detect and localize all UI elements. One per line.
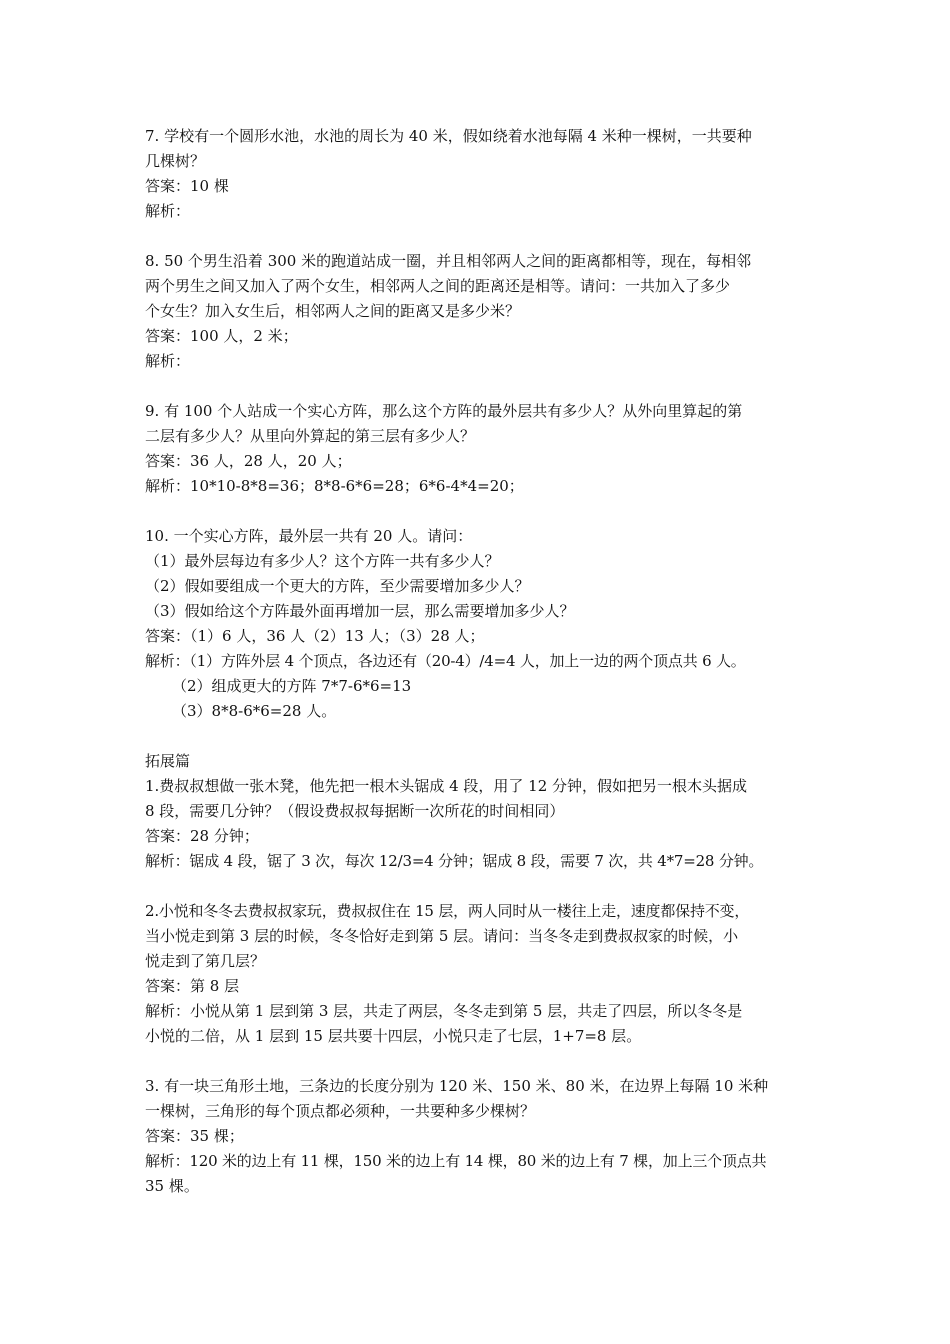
analysis-text: 解析： xyxy=(145,202,191,220)
section-title: 拓展篇 xyxy=(145,752,191,770)
question-text: 几棵树？ xyxy=(145,152,206,170)
spacer xyxy=(145,499,810,524)
analysis-text: 35 棵。 xyxy=(145,1177,199,1195)
analysis-text: 解析： xyxy=(145,352,191,370)
answer-text: 答案：36 人，28 人，20 人； xyxy=(145,452,352,470)
spacer xyxy=(145,374,810,399)
analysis-text: 解析：（1）方阵外层 4 个顶点，各边还有（20-4）/4=4 人，加上一边的两个顶点共 6 人。 xyxy=(145,652,746,670)
question-text: 10. 一个实心方阵，最外层一共有 20 人。请问： xyxy=(145,527,473,545)
question-text: 一棵树，三角形的每个顶点都必须种，一共要种多少棵树？ xyxy=(145,1102,536,1120)
sub-question-1: （1）最外层每边有多少人？这个方阵一共有多少人？ xyxy=(145,552,500,570)
question-8 xyxy=(145,249,810,374)
question-text: 9. 有 100 个人站成一个实心方阵，那么这个方阵的最外层共有多少人？从外向里算起的第 xyxy=(145,402,743,420)
question-text: 7. 学校有一个圆形水池，水池的周长为 40 米，假如绕着水池每隔 4 米种一棵树，一共要种 xyxy=(145,127,752,145)
question-text: 个女生？加入女生后，相邻两人之间的距离又是多少米？ xyxy=(145,302,521,320)
question-7 xyxy=(145,124,810,224)
question-text: 8 段，需要几分钟？（假设费叔叔每据断一次所花的时间相同） xyxy=(145,802,565,820)
analysis-text: 解析：10*10-8*8=36；8*8-6*6=28；6*6-4*4=20； xyxy=(145,477,524,495)
answer-text: 答案：35 棵； xyxy=(145,1127,244,1145)
extension-question-2 xyxy=(145,899,810,1049)
spacer xyxy=(145,874,810,899)
question-text: 2.小悦和冬冬去费叔叔家玩，费叔叔住在 15 层，两人同时从一楼往上走，速度都保持不变， xyxy=(145,902,750,920)
analysis-text: 解析：小悦从第 1 层到第 3 层，共走了两层，冬冬走到第 5 层，共走了四层，所以冬冬是 xyxy=(145,1002,743,1020)
analysis-text: （3）8*8-6*6=28 人。 xyxy=(172,702,337,720)
question-9 xyxy=(145,399,810,499)
document-body xyxy=(145,124,810,1199)
answer-text: 答案：第 8 层 xyxy=(145,977,240,995)
question-text: 二层有多少人？从里向外算起的第三层有多少人？ xyxy=(145,427,476,445)
sub-question-3: （3）假如给这个方阵最外面再增加一层，那么需要增加多少人？ xyxy=(145,602,575,620)
question-text: 8. 50 个男生沿着 300 米的跑道站成一圈，并且相邻两人之间的距离都相等，现在，每相邻 xyxy=(145,252,752,270)
question-text: 1.费叔叔想做一张木凳，他先把一根木头锯成 4 段，用了 12 分钟，假如把另一根木头据成 xyxy=(145,777,748,795)
analysis-text: 解析：锯成 4 段，锯了 3 次，每次 12/3=4 分钟；锯成 8 段，需要 7 次，共 4*7=28 分钟。 xyxy=(145,852,764,870)
spacer xyxy=(145,1049,810,1074)
spacer xyxy=(145,724,810,749)
answer-text: 答案：（1）6 人，36 人（2）13 人；（3）28 人； xyxy=(145,627,485,645)
question-text: 当小悦走到第 3 层的时候，冬冬恰好走到第 5 层。请问：当冬冬走到费叔叔家的时候，小 xyxy=(145,927,739,945)
answer-text: 答案：28 分钟； xyxy=(145,827,259,845)
question-10 xyxy=(145,524,810,724)
analysis-text: 解析：120 米的边上有 11 棵，150 米的边上有 14 棵，80 米的边上有 7 棵，加上三个顶点共 xyxy=(145,1152,767,1170)
answer-text: 答案：10 棵 xyxy=(145,177,229,195)
question-text: 3. 有一块三角形土地，三条边的长度分别为 120 米、150 米、80 米，在边界上每隔 10 米种 xyxy=(145,1077,769,1095)
sub-question-2: （2）假如要组成一个更大的方阵，至少需要增加多少人？ xyxy=(145,577,530,595)
extension-question-3 xyxy=(145,1074,810,1199)
question-text: 两个男生之间又加入了两个女生，相邻两人之间的距离还是相等。请问：一共加入了多少 xyxy=(145,277,731,295)
question-text: 悦走到了第几层？ xyxy=(145,952,266,970)
spacer xyxy=(145,224,810,249)
answer-text: 答案：100 人，2 米； xyxy=(145,327,298,345)
analysis-text: 小悦的二倍，从 1 层到 15 层共要十四层，小悦只走了七层，1+7=8 层。 xyxy=(145,1027,642,1045)
analysis-text: （2）组成更大的方阵 7*7-6*6=13 xyxy=(172,677,412,695)
extension-question-1 xyxy=(145,774,810,874)
